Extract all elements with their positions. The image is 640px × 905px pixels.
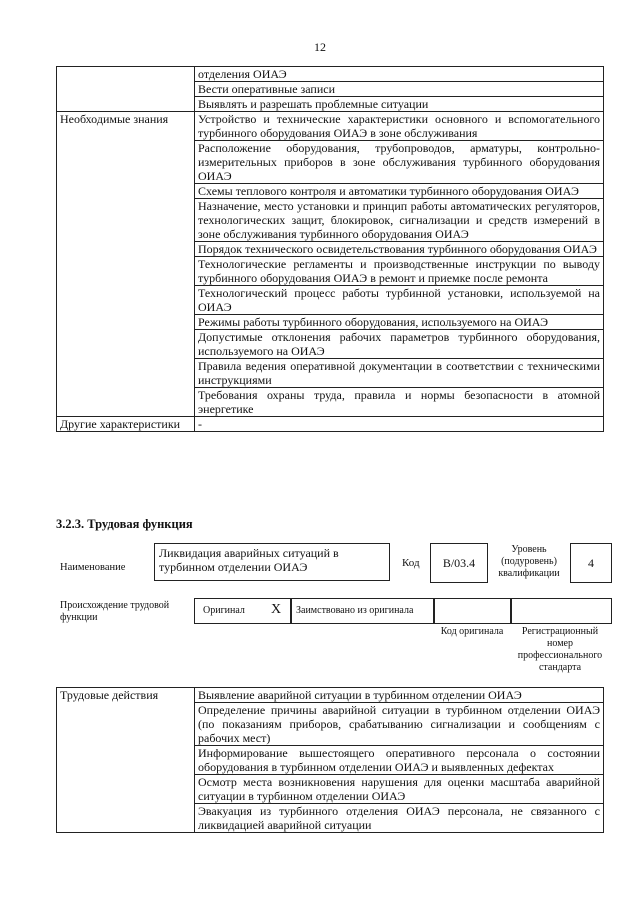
borrowed-cell — [290, 598, 435, 624]
knowledge-item: Порядок технического освидетельствования турбинного оборудования ОИАЭ — [195, 242, 604, 257]
knowledge-item: Правила ведения оперативной документации в соответствии с техническими инструкциями — [195, 359, 604, 388]
knowledge-table — [56, 66, 604, 432]
original-label: Оригинал — [203, 605, 245, 616]
level-box — [570, 543, 612, 583]
knowledge-item: Режимы работы турбинного оборудования, используемого на ОИАЭ — [195, 315, 604, 330]
knowledge-item: Назначение, место установки и принцип работы автоматических регуляторов, технологических защит, блокировок, сигнализации и средств измерений в зоне обслуживания турбинного оборудования ОИАЭ — [195, 199, 604, 242]
function-name-box — [154, 543, 390, 581]
knowledge-item: Технологические регламенты и производственные инструкции по выводу турбинного оборудования ОИАЭ в ремонт и приемке после ремонта — [195, 257, 604, 286]
original-cell — [194, 598, 292, 624]
action-item: Информирование вышестоящего оперативного персонала о состоянии оборудования в турбинном отделении ОИАЭ и выявленных дефектах — [195, 746, 604, 775]
knowledge-label: Необходимые знания — [57, 112, 195, 417]
action-item: Определение причины аварийной ситуации в турбинном отделении ОИАЭ (по показаниям приборов, срабатыванию сигнализации и сообщениям с рабочих мест) — [195, 703, 604, 746]
knowledge-item: Устройство и технические характеристики основного и вспомогательного турбинного оборудования ОИАЭ в зоне обслуживания — [195, 112, 604, 141]
code-value: B/03.4 — [442, 556, 476, 570]
table-row — [57, 417, 604, 432]
action-item: Осмотр места возникновения нарушения для оценки масштаба аварийной ситуации в турбинном отделении ОИАЭ — [195, 775, 604, 804]
action-item: Выявление аварийной ситуации в турбинном отделении ОИАЭ — [195, 688, 604, 703]
skill-item: Вести оперативные записи — [195, 82, 604, 97]
knowledge-item: Технологический процесс работы турбинной установки, используемой на ОИАЭ — [195, 286, 604, 315]
page-number: 12 — [314, 40, 326, 54]
skill-item: отделения ОИАЭ — [195, 67, 604, 82]
registration-caption: Регистрационный номер профессионального стандарта — [517, 626, 603, 673]
knowledge-item: Схемы теплового контроля и автоматики турбинного оборудования ОИАЭ — [195, 184, 604, 199]
original-code-cell — [433, 598, 512, 624]
code-box — [430, 543, 488, 583]
table-row — [57, 688, 604, 703]
other-value: - — [195, 417, 604, 432]
borrowed-label: Заимствовано из оригинала — [296, 605, 414, 616]
action-item: Эвакуация из турбинного отделения ОИАЭ персонала, не связанного с ликвидацией аварийной ситуации — [195, 804, 604, 833]
name-label: Наименование — [60, 562, 126, 573]
code-caption: Код оригинала — [440, 626, 504, 637]
other-label: Другие характеристики — [57, 417, 195, 432]
table-row — [57, 112, 604, 141]
empty-label-cell — [57, 67, 195, 112]
function-name: Ликвидация аварийных ситуаций в турбинном отделении ОИАЭ — [159, 546, 339, 574]
knowledge-item: Расположение оборудования, трубопроводов, арматуры, контрольно-измерительных приборов в зоне обслуживания турбинного оборудования ОИАЭ — [195, 141, 604, 184]
section-heading: 3.2.3. Трудовая функция — [56, 517, 193, 531]
registration-cell — [510, 598, 612, 624]
knowledge-item: Допустимые отклонения рабочих параметров турбинного оборудования, используемого на ОИАЭ — [195, 330, 604, 359]
origin-label: Происхождение трудовой функции — [60, 600, 170, 623]
knowledge-item: Требования охраны труда, правила и нормы безопасности в атомной энергетике — [195, 388, 604, 417]
skill-item: Выявлять и разрешать проблемные ситуации — [195, 97, 604, 112]
labor-actions-table — [56, 687, 604, 833]
original-mark: X — [271, 602, 282, 617]
level-label: Уровень (подуровень) квалификации — [498, 544, 560, 579]
table-row — [57, 67, 604, 82]
level-value: 4 — [588, 556, 594, 570]
code-label: Код — [402, 557, 420, 569]
actions-label: Трудовые действия — [57, 688, 195, 833]
